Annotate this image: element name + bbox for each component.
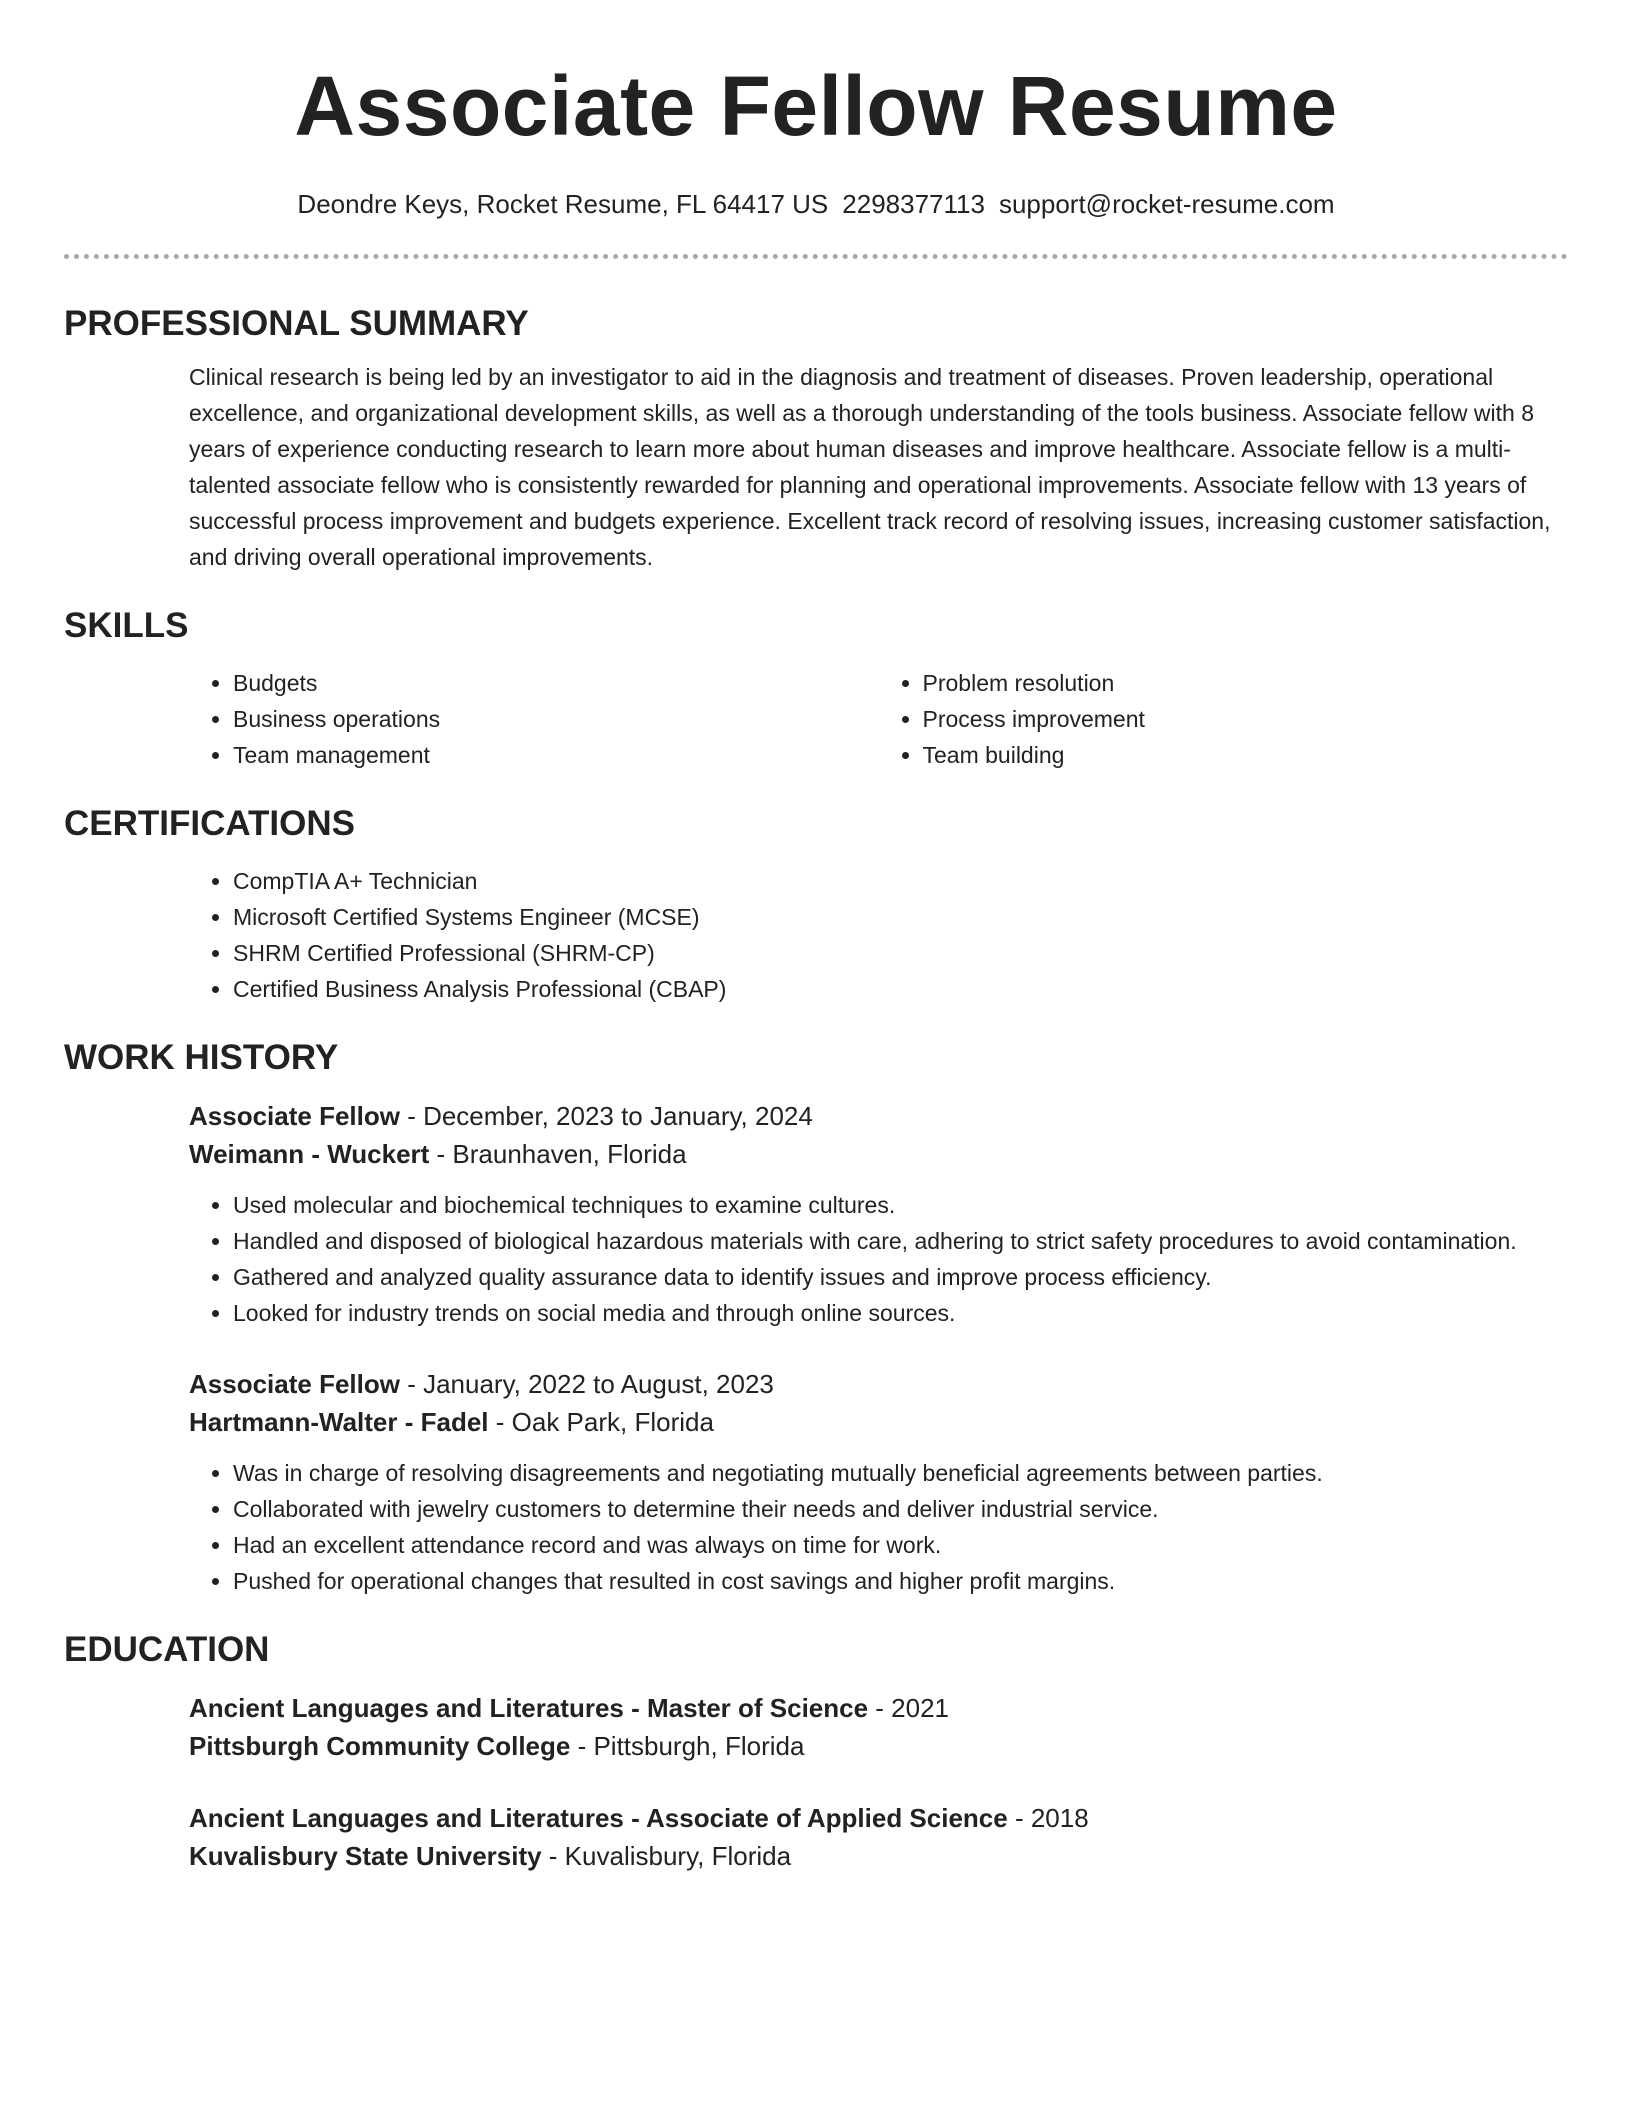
resume-header (64, 0, 1568, 259)
education-body (189, 1689, 1568, 1875)
header-divider (64, 254, 1568, 259)
job-title: Associate Fellow (189, 1101, 400, 1131)
skill-item: • Team building (923, 737, 1569, 773)
skill-item: • Process improvement (923, 701, 1569, 737)
certifications-heading: CERTIFICATIONS (64, 804, 356, 843)
job-duty: • Was in charge of resolving disagreements and negotiating mutually beneficial agreements between parties. (233, 1455, 1568, 1491)
summary-text: Clinical research is being led by an investigator to aid in the diagnosis and treatment of diseases. Proven leadership, operational excellence, and organizational development skills, as well as a thorough understanding of the tools business. Associate fellow with 8 years of experience conducting research to learn more about human diseases and improve healthcare. Associate fellow is a multi-talented associate fellow who is consistently rewarded for planning and operational improvements. Associate fellow with 13 years of successful process improvement and budgets experience. Excellent track record of resolving issues, increasing customer satisfaction, and driving overall operational improvements. (189, 364, 1551, 570)
certification-item: • CompTIA A+ Technician (233, 863, 1568, 899)
skill-item: • Business operations (233, 701, 879, 737)
education-school: Kuvalisbury State University (189, 1841, 542, 1871)
education-entry (189, 1689, 1568, 1765)
job-company: Hartmann-Walter - Fadel (189, 1407, 489, 1437)
job-duty: • Pushed for operational changes that resulted in cost savings and higher profit margins. (233, 1563, 1568, 1599)
education-school-line (189, 1727, 1568, 1765)
job-company-line (189, 1135, 1568, 1173)
education-section (64, 1629, 1568, 1875)
education-degree: Ancient Languages and Literatures - Associate of Applied Science (189, 1803, 1008, 1833)
job-location: - Braunhaven, Florida (429, 1139, 687, 1169)
skills-section (64, 605, 1568, 773)
job-duty: • Gathered and analyzed quality assurance data to identify issues and improve process efficiency. (233, 1259, 1568, 1295)
work-history-heading: WORK HISTORY (64, 1038, 339, 1077)
education-degree-line (189, 1689, 1568, 1727)
job-duty: • Used molecular and biochemical techniques to examine cultures. (233, 1187, 1568, 1223)
job-duties-list (189, 1455, 1568, 1599)
job-company: Weimann - Wuckert (189, 1139, 430, 1169)
work-history-section (64, 1037, 1568, 1599)
education-year: - 2018 (1007, 1803, 1089, 1833)
skills-heading: SKILLS (64, 606, 189, 645)
contact-address: Deondre Keys, Rocket Resume, FL 64417 US (297, 189, 829, 219)
education-year: - 2021 (868, 1693, 950, 1723)
job-duty: • Collaborated with jewelry customers to determine their needs and deliver industrial service. (233, 1491, 1568, 1527)
education-degree: Ancient Languages and Literatures - Master of Science (189, 1693, 869, 1723)
skill-item: • Budgets (233, 665, 879, 701)
summary-section (64, 303, 1568, 575)
job-entry (189, 1097, 1568, 1331)
resume-title: Associate Fellow Resume (294, 59, 1338, 153)
education-location: - Pittsburgh, Florida (570, 1731, 805, 1761)
education-school: Pittsburgh Community College (189, 1731, 571, 1761)
summary-body (189, 359, 1568, 575)
certification-item: • SHRM Certified Professional (SHRM-CP) (233, 935, 1568, 971)
job-duty: • Handled and disposed of biological hazardous materials with care, adhering to strict safety procedures to avoid contamination. (233, 1223, 1568, 1259)
certifications-body (189, 863, 1568, 1007)
contact-line (64, 188, 1568, 220)
education-entry (189, 1799, 1568, 1875)
education-heading: EDUCATION (64, 1630, 270, 1669)
job-duty: • Looked for industry trends on social media and through online sources. (233, 1295, 1568, 1331)
certifications-list (189, 863, 1568, 1007)
job-entry (189, 1365, 1568, 1599)
job-dates: - January, 2022 to August, 2023 (399, 1369, 774, 1399)
certification-item: • Certified Business Analysis Professional (CBAP) (233, 971, 1568, 1007)
skill-item: • Problem resolution (923, 665, 1569, 701)
job-duties-list (189, 1187, 1568, 1331)
skills-list-right (879, 665, 1569, 773)
job-company-line (189, 1403, 1568, 1441)
work-history-body (189, 1097, 1568, 1599)
certification-item: • Microsoft Certified Systems Engineer (MCSE) (233, 899, 1568, 935)
job-title-line (189, 1365, 1568, 1403)
contact-phone: 2298377113 (842, 189, 985, 219)
certifications-section (64, 803, 1568, 1007)
education-degree-line (189, 1799, 1568, 1837)
skill-item: • Team management (233, 737, 879, 773)
job-location: - Oak Park, Florida (488, 1407, 714, 1437)
skills-list-left (189, 665, 879, 773)
contact-email[interactable]: support@rocket-resume.com (998, 189, 1335, 219)
job-title-line (189, 1097, 1568, 1135)
education-location: - Kuvalisbury, Florida (541, 1841, 792, 1871)
skills-grid (189, 665, 1568, 773)
job-duty: • Had an excellent attendance record and was always on time for work. (233, 1527, 1568, 1563)
summary-heading: PROFESSIONAL SUMMARY (64, 304, 529, 343)
job-title: Associate Fellow (189, 1369, 400, 1399)
job-dates: - December, 2023 to January, 2024 (399, 1101, 813, 1131)
education-school-line (189, 1837, 1568, 1875)
